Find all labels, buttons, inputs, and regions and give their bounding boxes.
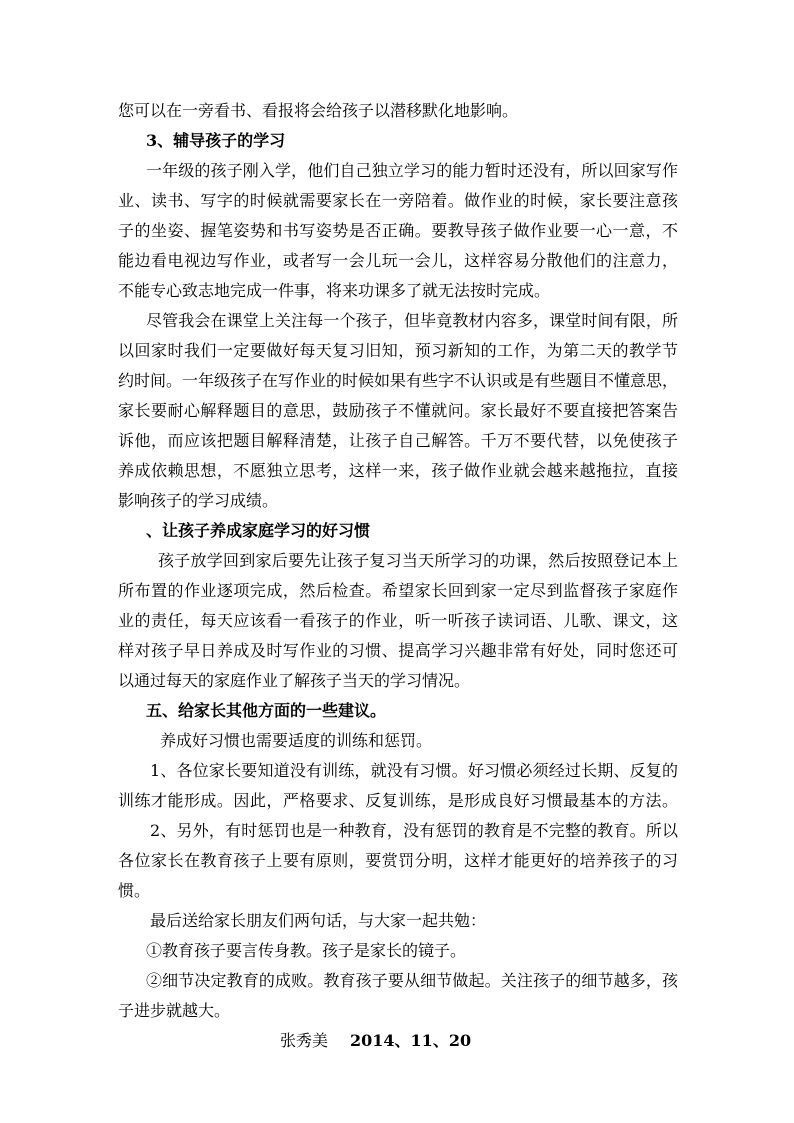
paragraph-line: 惯。 [118,881,151,900]
list-item: ②细节决定教育的成败。教育孩子要从细节做起。关注孩子的细节越多，孩 [146,971,678,990]
signature-name: 张秀美 [280,1031,329,1050]
paragraph-line: 您可以在一旁看书、看报将会给孩子以潜移默化地影响。 [118,101,519,120]
paragraph-line: 1、各位家长要知道没有训练，就没有习惯。好习惯必须经过长期、反复的 [150,761,678,780]
paragraph-line: 各位家长在教育孩子上要有原则，要赏罚分明，这样才能更好的培养孩子的习 [118,851,678,870]
signature-line [280,1026,471,1056]
paragraph-line: 以回家时我们一定要做好每天复习旧知，预习新知的工作，为第二天的教学节 [118,341,678,360]
section-heading: 五、给家长其他方面的一些建议。 [146,701,387,720]
section-heading: 、让孩子养成家庭学习的好习惯 [146,521,371,540]
list-item: ①教育孩子要言传身教。孩子是家长的镜子。 [146,941,467,960]
section-heading: 3、辅导孩子的学习 [146,131,286,150]
paragraph-line: 业、读书、写字的时候就需要家长在一旁陪着。做作业的时候，家长要注意孩 [118,191,678,210]
paragraph-line: 2、另外，有时惩罚也是一种教育，没有惩罚的教育是不完整的教育。所以 [150,821,678,840]
paragraph-line: 诉他，而应该把题目解释清楚，让孩子自己解答。千万不要代替，以免使孩子 [118,431,678,450]
paragraph-line: 训练才能形成。因此，严格要求、反复训练，是形成良好习惯最基本的方法。 [118,791,678,810]
paragraph-line: 业的责任，每天应该看一看孩子的作业，听一听孩子读词语、儿歌、课文，这 [118,611,678,630]
paragraph-line: 所布置的作业逐项完成，然后检查。希望家长回到家一定尽到监督孩子家庭作 [118,581,678,600]
paragraph-line: 子的坐姿、握笔姿势和书写姿势是否正确。要教导孩子做作业要一心一意，不 [118,221,678,240]
paragraph-line: 孩子放学回到家后要先让孩子复习当天所学习的功课，然后按照登记本上 [158,551,678,570]
paragraph-line: 一年级的孩子刚入学，他们自己独立学习的能力暂时还没有，所以回家写作 [146,161,678,180]
paragraph-line: 子进步就越大。 [118,1001,231,1020]
paragraph-line: 尽管我会在课堂上关注每一个孩子，但毕竟教材内容多，课堂时间有限，所 [146,311,678,330]
paragraph-line: 约时间。一年级孩子在写作业的时候如果有些字不认识或是有些题目不懂意思， [118,371,678,390]
paragraph-line: 养成好习惯也需要适度的训练和惩罚。 [160,731,433,750]
paragraph-line: 影响孩子的学习成绩。 [118,491,279,510]
paragraph-line: 能边看电视边写作业，或者写一会儿玩一会儿，这样容易分散他们的注意力， [118,251,678,270]
paragraph-line: 不能专心致志地完成一件事，将来功课多了就无法按时完成。 [118,281,551,300]
paragraph-line: 养成依赖思想，不愿独立思考，这样一来，孩子做作业就会越来越拖拉，直接 [118,461,678,480]
paragraph-line: 家长要耐心解释题目的意思，鼓励孩子不懂就问。家长最好不要直接把答案告 [118,401,678,420]
signature-date: 2014、11、20 [350,1031,472,1050]
paragraph-line: 以通过每天的家庭作业了解孩子当天的学习情况。 [118,671,471,690]
paragraph-line: 样对孩子早日养成及时写作业的习惯、提高学习兴趣非常有好处，同时您还可 [118,641,678,660]
paragraph-line: 最后送给家长朋友们两句话，与大家一起共勉： [150,911,487,930]
